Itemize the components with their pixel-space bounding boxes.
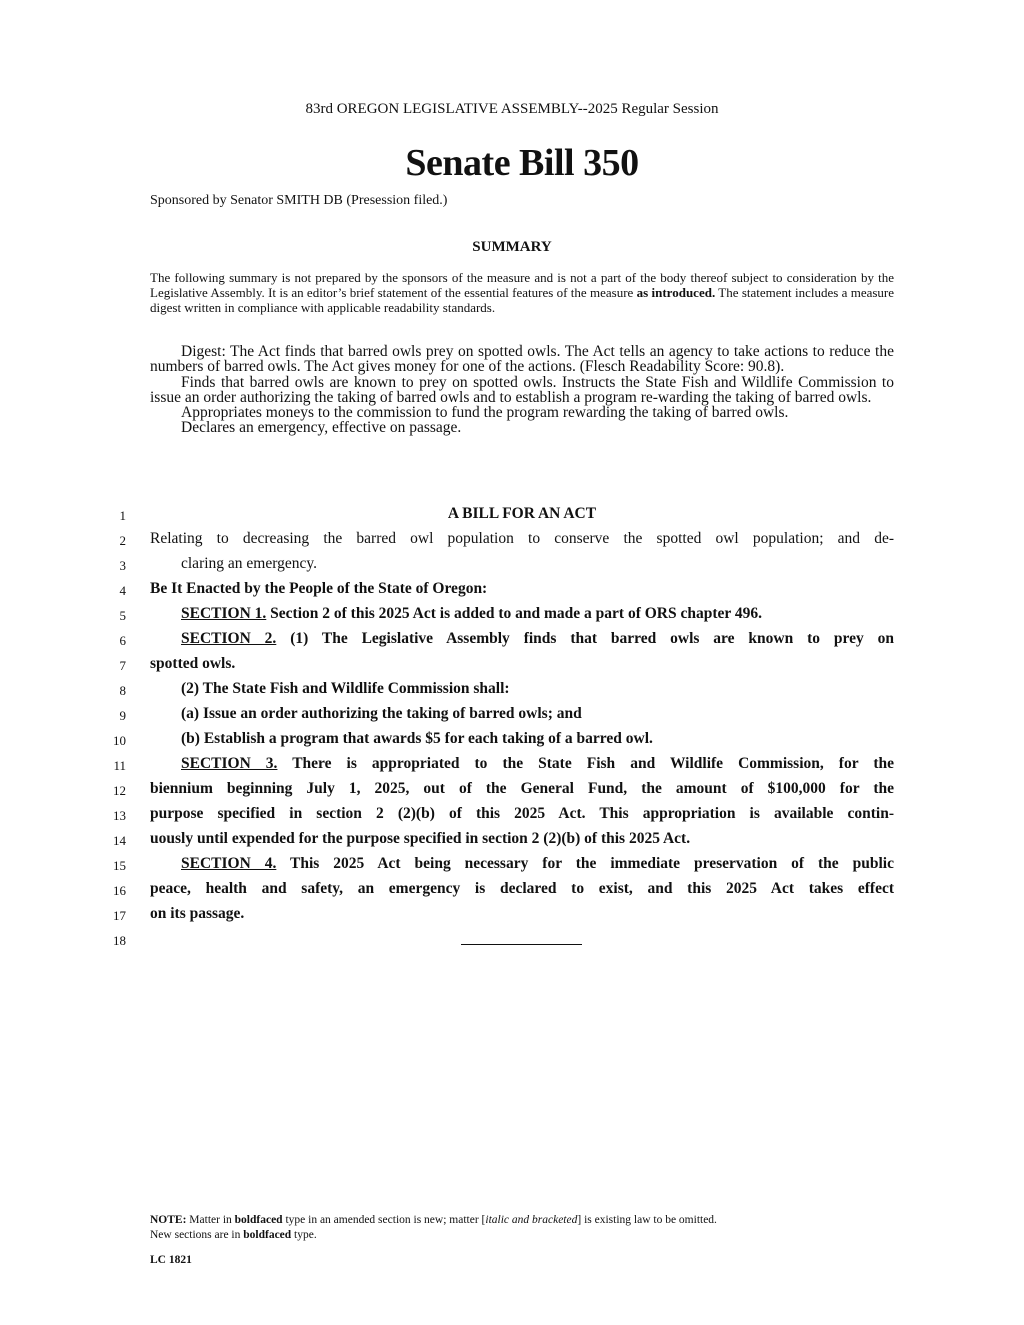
bill-heading: A BILL FOR AN ACT — [447, 505, 597, 522]
section-text: (b) Establish a program that awards $5 for each taking of a barred owl. — [181, 730, 653, 747]
section-2 — [150, 630, 894, 648]
line-number: 8 — [119, 683, 126, 698]
relating-line: Relating to decreasing the barred owl population to conserve the spotted owl population; and de- — [150, 530, 894, 547]
note-bold: boldfaced — [243, 1229, 292, 1241]
note-text: type. — [294, 1229, 317, 1241]
digest-paragraph: Finds that barred owls are known to prey on spotted owls. Instructs the State Fish and Wildlife Commission to issue an order authorizing the taking of barred owls and to establish a program re-warding the taking of barred owls. — [150, 373, 894, 406]
line-number: 7 — [119, 658, 126, 673]
summary-text — [150, 270, 894, 316]
enacting-clause: Be It Enacted by the People of the State of Oregon: — [150, 580, 488, 597]
section-text: Section 2 of this 2025 Act is added to and made a part of ORS chapter 496. — [270, 605, 763, 622]
section-label: SECTION 1. — [181, 605, 267, 622]
line-number: 5 — [119, 608, 126, 623]
bill-title: Senate Bill 350 — [405, 142, 639, 184]
line-number: 2 — [119, 533, 126, 548]
summary-text-a: The following summary is not prepared by the sponsors of the measure and is not a part of the body thereof subject to consideration by the Legislative Assembly. It is an editor’s brief statement of the essential features of the measure — [150, 270, 894, 301]
section-text: This 2025 Act being necessary for the immediate preservation of the public — [290, 855, 894, 872]
line-number: 6 — [119, 633, 126, 648]
summary-text-b: The statement includes a measure digest written in compliance with applicable readability standards. — [150, 285, 895, 316]
digest-paragraph: Appropriates moneys to the commission to fund the program rewarding the taking of barred owls. — [181, 404, 789, 422]
section-text: (a) Issue an order authorizing the taking of barred owls; and — [181, 705, 582, 722]
note-bold: boldfaced — [234, 1214, 283, 1226]
section-3 — [150, 755, 894, 773]
section-label: SECTION 3. — [181, 755, 278, 772]
sponsor-line: Sponsored by Senator SMITH DB (Presession filed.) — [150, 193, 448, 208]
line-number: 4 — [119, 583, 126, 598]
summary-heading: SUMMARY — [472, 239, 552, 255]
line-number: 15 — [113, 858, 126, 873]
line-number: 3 — [119, 558, 126, 573]
section-label: SECTION 4. — [181, 855, 277, 872]
section-1 — [150, 605, 925, 623]
section-text: (2) The State Fish and Wildlife Commission shall: — [181, 680, 510, 697]
digest-paragraph: Digest: The Act finds that barred owls prey on spotted owls. The Act tells an agency to take actions to reduce the numbers of barred owls. The Act gives money for one of the actions. (Flesch Readability Score: 90.8). — [150, 343, 894, 376]
line-number: 16 — [113, 883, 126, 898]
section-text: uously until expended for the purpose specified in section 2 (2)(b) of this 2025 Act. — [150, 830, 691, 847]
line-number: 9 — [119, 708, 126, 723]
line-number: 10 — [113, 733, 126, 748]
section-text: purpose specified in section 2 (2)(b) of this 2025 Act. This appropriation is available contin- — [150, 805, 894, 822]
line-number: 13 — [113, 808, 126, 823]
summary-text-bold: as introduced. — [636, 285, 716, 301]
relating-line: claring an emergency. — [181, 555, 317, 572]
end-rule — [461, 944, 582, 945]
section-text: There is appropriated to the State Fish and Wildlife Commission, for the — [292, 755, 895, 772]
line-number: 11 — [113, 758, 126, 773]
digest — [150, 344, 894, 436]
line-number: 14 — [113, 833, 126, 848]
session-header: 83rd OREGON LEGISLATIVE ASSEMBLY--2025 Regular Session — [305, 101, 719, 117]
section-text: biennium beginning July 1, 2025, out of the General Fund, the amount of $100,000 for the — [150, 780, 894, 797]
section-text: spotted owls. — [150, 655, 236, 672]
section-text: on its passage. — [150, 905, 245, 922]
note-text: type in an amended section is new; matter [ — [285, 1214, 486, 1226]
section-4 — [150, 855, 894, 873]
digest-paragraph: Declares an emergency, effective on passage. — [181, 419, 462, 437]
note-text: ] is existing law to be omitted. — [577, 1214, 717, 1226]
footer-note — [150, 1213, 910, 1243]
section-label: SECTION 2. — [181, 630, 277, 647]
note-italic: italic and bracketed — [485, 1214, 578, 1226]
note-text: New sections are in — [150, 1229, 241, 1241]
line-number: 17 — [113, 908, 126, 923]
note-label: NOTE: — [150, 1214, 187, 1226]
section-text: (1) The Legislative Assembly finds that barred owls are known to prey on — [290, 630, 895, 647]
note-text: Matter in — [189, 1214, 232, 1226]
line-number: 12 — [113, 783, 126, 798]
line-number: 1 — [119, 508, 126, 523]
section-text: peace, health and safety, an emergency is declared to exist, and this 2025 Act takes effect — [150, 880, 894, 897]
lc-number: LC 1821 — [150, 1254, 192, 1266]
line-number: 18 — [113, 933, 126, 948]
